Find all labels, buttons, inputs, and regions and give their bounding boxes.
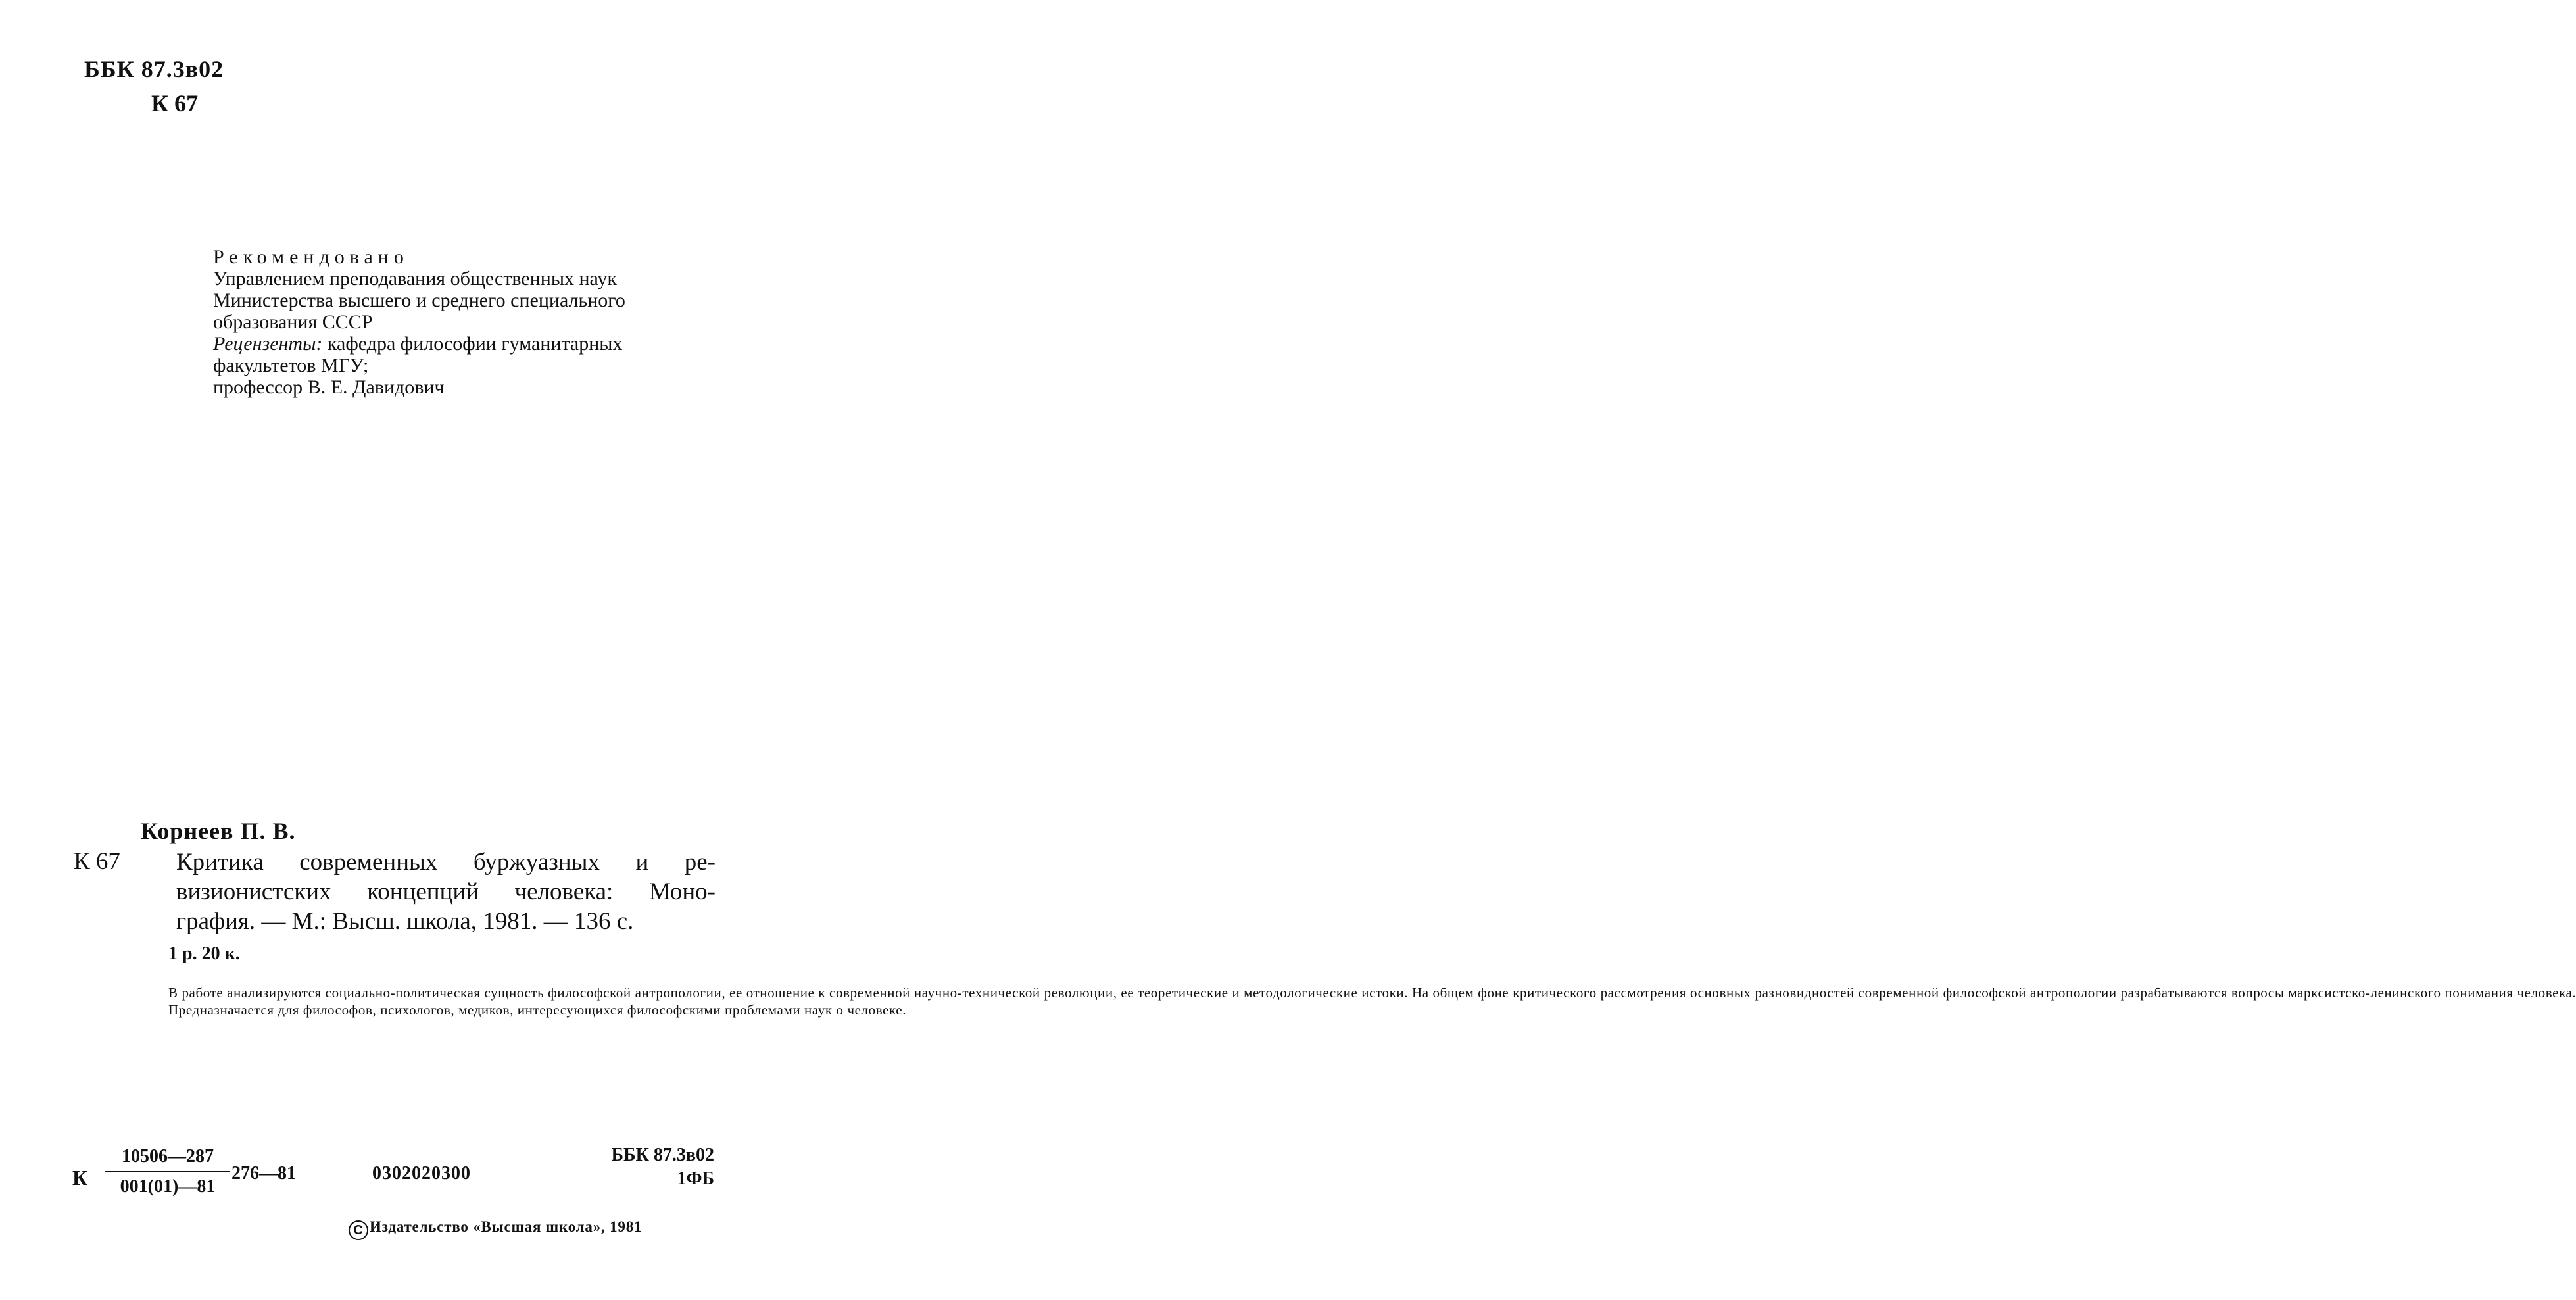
code-k-letter: К xyxy=(72,1166,88,1189)
recommendation-title: Рекомендовано xyxy=(213,246,409,268)
bbk-code-bottom-block xyxy=(592,1143,714,1191)
reviewers-text: кафедра философии гуманитарных xyxy=(322,333,623,355)
recommendation-line: Министерства высшего и среднего специального xyxy=(213,289,625,311)
book-title-block xyxy=(176,847,716,936)
annotation xyxy=(135,984,2576,1018)
fraction-numerator: 10506—287 xyxy=(105,1146,230,1172)
book-title-line: Критика современных буржуазных и ре- xyxy=(176,849,716,876)
book-title-line: графия. — М.: Высш. школа, 1981. — 136 с. xyxy=(176,908,634,935)
bbk-code-bottom: ББК 87.3в02 xyxy=(611,1145,714,1165)
recommendation-line: Управлением преподавания общественных наук xyxy=(213,268,617,289)
annotation-paragraph: В работе анализируются социально-политическая сущность философской антропологии, ее отношение к современной научно-технической революции, ее теоретические и методологические истоки. На общем фоне критического рассмотрения основных разновидностей современной философской антропологии разрабатываются вопросы марксистско-ленинского понимания человека. xyxy=(168,985,2576,1001)
code-fraction xyxy=(105,1146,230,1197)
author-mark-top: К 67 xyxy=(151,90,199,116)
code-number: 0302020300 xyxy=(372,1163,471,1184)
reviewers-label: Рецензенты: xyxy=(213,333,323,355)
author-mark: К 67 xyxy=(74,848,120,875)
recommendation-line: образования СССР xyxy=(213,311,373,333)
reviewers-line: факультетов МГУ; xyxy=(213,355,369,376)
annotation-paragraph: Предназначается для философов, психологов, медиков, интересующихся философскими проблемами наук о человеке. xyxy=(168,1002,907,1018)
fraction-denominator: 001(01)—81 xyxy=(120,1176,216,1197)
copyright-icon: C xyxy=(349,1220,368,1240)
book-title-line: визионистских концепций человека: Моно- xyxy=(176,878,716,905)
bbk-code-top: ББК 87.3в02 xyxy=(84,56,224,82)
fb-code: 1ФБ xyxy=(677,1168,714,1189)
copyright-line xyxy=(349,1218,642,1240)
reviewers-line xyxy=(213,333,625,355)
recommendation-block xyxy=(213,246,625,398)
copyright-text: Издательство «Высшая школа», 1981 xyxy=(370,1218,643,1235)
fraction-suffix: 276—81 xyxy=(231,1163,296,1184)
price: 1 р. 20 к. xyxy=(168,943,240,964)
author-name: Корнеев П. В. xyxy=(141,818,296,844)
reviewers-line: профессор В. Е. Давидович xyxy=(213,376,445,398)
